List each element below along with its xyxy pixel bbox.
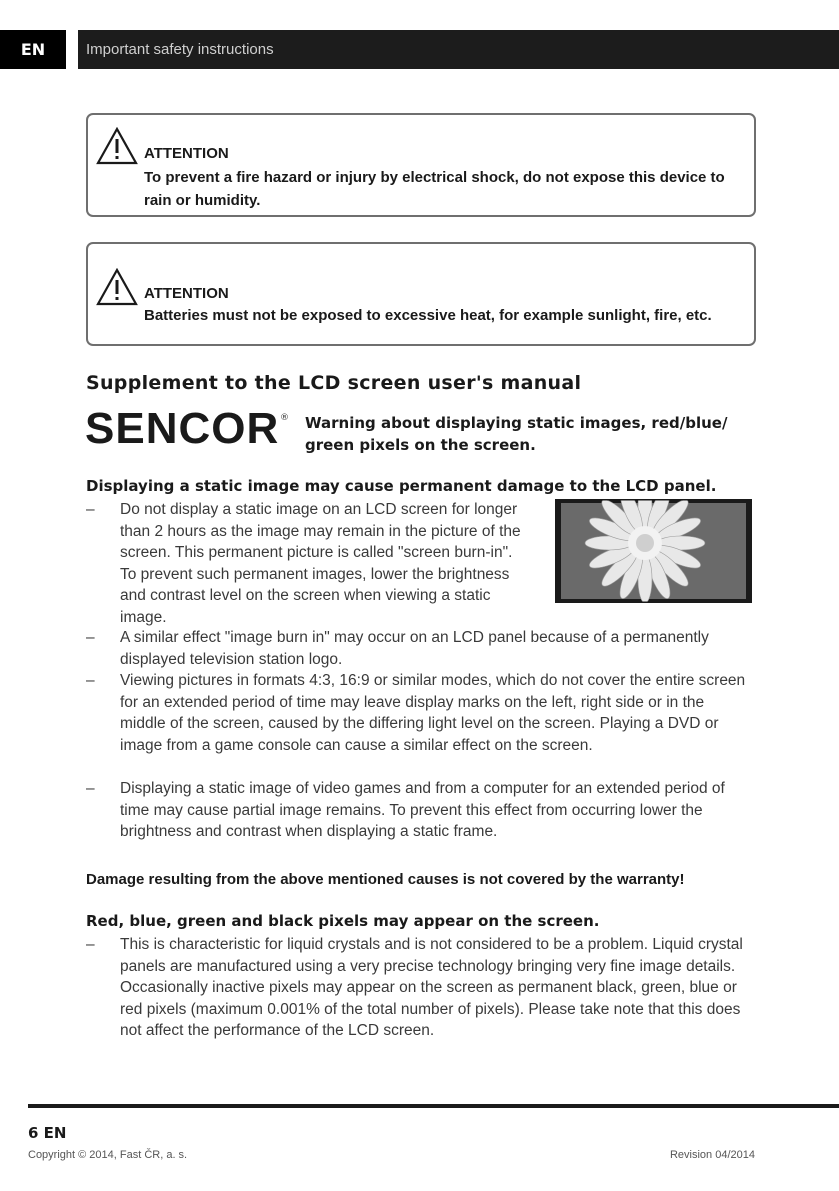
- registered-mark: ®: [280, 413, 289, 423]
- bullet-dash: –: [86, 629, 95, 646]
- page-header: [0, 30, 839, 69]
- bullet-dash: –: [86, 672, 95, 689]
- footer-rule: [28, 1104, 839, 1108]
- attention-box-moisture: [86, 113, 756, 217]
- list-item-text: A similar effect "image burn in" may occur on an LCD panel because of a permanently displayed television station logo.: [120, 629, 709, 668]
- warranty-note: Damage resulting from the above mentioned causes is not covered by the warranty!: [86, 871, 685, 888]
- list-item-text: This is characteristic for liquid crystals and is not considered to be a problem. Liquid crystal panels are manufactured using a very precise technology bringing very fine image details. Occasionally inactive pixels may appear on the screen as permanent black, green, blue or red pixels (maximum 0.001% of the total number of pixels). Please take note that this does not affect the performance of the LCD screen.: [120, 936, 743, 1039]
- copyright: Copyright © 2014, Fast ČR, a. s.: [28, 1149, 188, 1161]
- list-item-text: Do not display a static image on an LCD screen for longer than 2 hours as the image may remain in the picture of the screen. This permanent picture is called "screen burn-in". To prevent such permanent images, lower the brightness and contrast level on the screen when viewing a static image.: [120, 501, 521, 626]
- sencor-logo: SENCOR: [85, 404, 280, 453]
- bullet-dash: –: [86, 936, 95, 953]
- attention-text: To prevent a fire hazard or injury by electrical shock, do not expose this device to rain or humidity.: [144, 169, 725, 209]
- supplement-title: Supplement to the LCD screen user's manual: [86, 372, 582, 394]
- attention-box-batteries: [86, 242, 756, 346]
- header-separator: [66, 30, 78, 69]
- section-title-pixels: Red, blue, green and black pixels may appear on the screen.: [86, 912, 600, 930]
- logo-subtitle: Warning about displaying static images, red/blue/ green pixels on the screen.: [305, 414, 728, 454]
- bullet-dash: –: [86, 780, 95, 797]
- warning-triangle-icon: [96, 268, 138, 306]
- list-item-text: Displaying a static image of video games and from a computer for an extended period of time may cause partial image remains. To prevent this effect from occurring lower the brightness and contrast when displaying a static frame.: [120, 780, 725, 840]
- attention-title: ATTENTION: [144, 285, 229, 302]
- list-item-text: Viewing pictures in formats 4:3, 16:9 or similar modes, which do not cover the entire screen for an extended period of time may leave display marks on the left, right side or in the middle of the screen, caused by the differing light level on the screen. Playing a DVD or image from a game console can cause a similar effect on the screen.: [120, 672, 746, 754]
- sunflower-image: [555, 499, 752, 603]
- page-number: 6 EN: [28, 1124, 67, 1142]
- warning-triangle-icon: [96, 127, 138, 165]
- revision: Revision 04/2014: [669, 1149, 755, 1161]
- attention-title: ATTENTION: [144, 145, 229, 162]
- section-title-static-image: Displaying a static image may cause permanent damage to the LCD panel.: [86, 477, 717, 495]
- attention-text: Batteries must not be exposed to excessive heat, for example sunlight, fire, etc.: [144, 307, 712, 324]
- header-title: Important safety instructions: [86, 41, 274, 58]
- language-tab: EN: [0, 30, 66, 69]
- bullet-dash: –: [86, 501, 95, 518]
